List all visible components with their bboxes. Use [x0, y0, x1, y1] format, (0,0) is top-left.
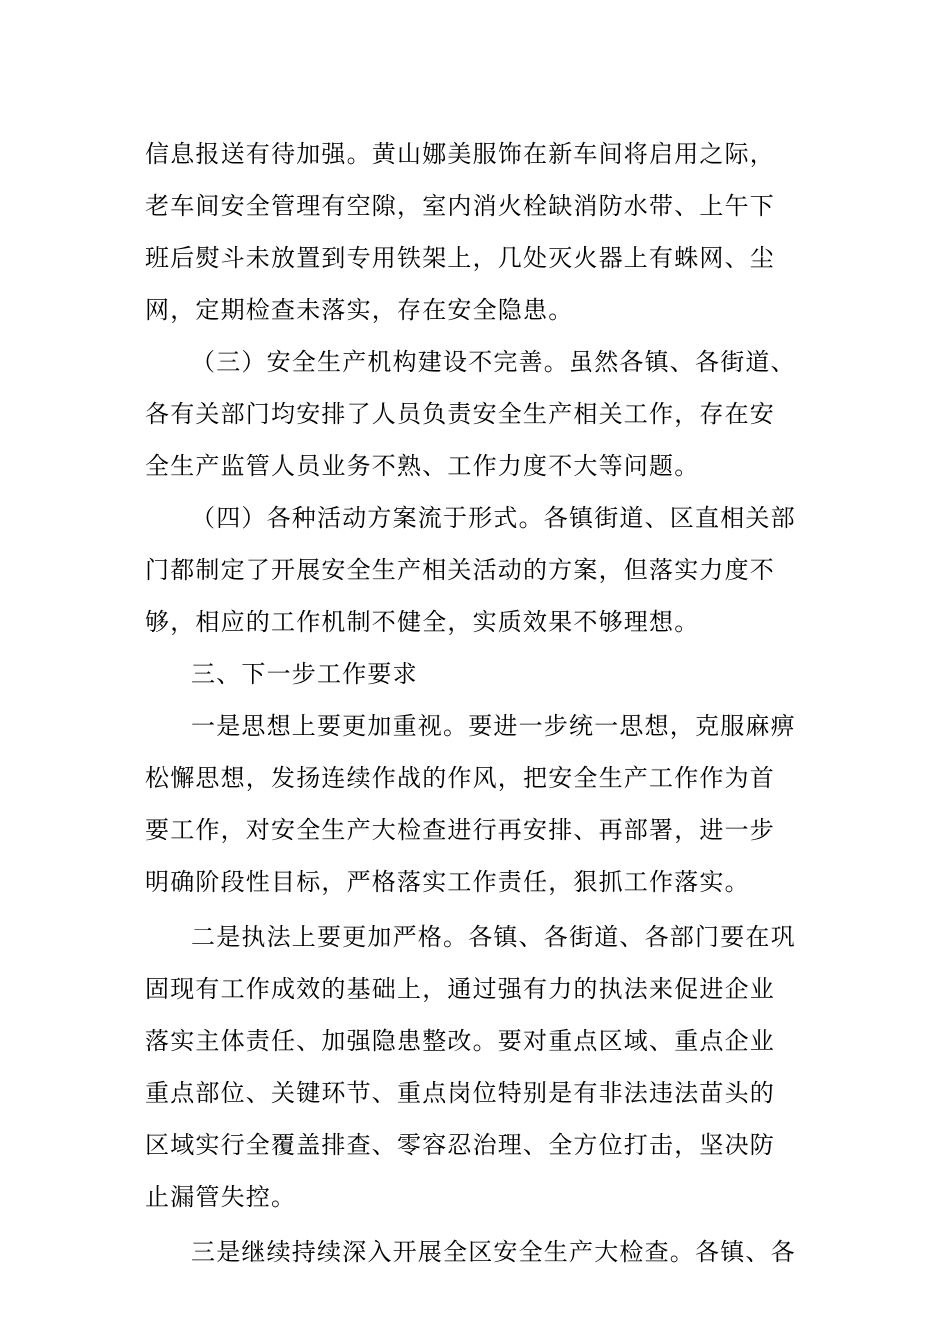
body-line: 够，相应的工作机制不健全，实质效果不够理想。	[145, 608, 700, 636]
document-body	[145, 128, 815, 1278]
body-line: 明确阶段性目标，严格落实工作责任，狠抓工作落实。	[145, 868, 750, 896]
paragraph-start-line: 二是执法上要更加严格。各镇、各街道、各部门要在巩	[191, 923, 796, 951]
body-line: 老车间安全管理有空隙，室内消火栓缺消防水带、上午下	[145, 192, 775, 220]
body-line: 区域实行全覆盖排查、零容忍治理、全方位打击，坚决防	[145, 1131, 775, 1159]
body-line: 各有关部门均安排了人员负责安全生产相关工作，存在安	[145, 400, 775, 428]
body-line: 松懈思想，发扬连续作战的作风，把安全生产工作作为首	[145, 764, 775, 792]
body-line: 落实主体责任、加强隐患整改。要对重点区域、重点企业	[145, 1027, 775, 1055]
paragraph-start-line: 三是继续持续深入开展全区安全生产大检查。各镇、各	[191, 1238, 796, 1266]
body-line: 门都制定了开展安全生产相关活动的方案，但落实力度不	[145, 556, 775, 584]
body-line: 固现有工作成效的基础上，通过强有力的执法来促进企业	[145, 975, 775, 1003]
body-line: 要工作，对安全生产大检查进行再安排、再部署，进一步	[145, 816, 775, 844]
body-line: 班后熨斗未放置到专用铁架上，几处灭火器上有蛛网、尘	[145, 244, 775, 272]
section-heading-line: （四）各种活动方案流于形式。各镇街道、区直相关部	[191, 504, 796, 532]
paragraph-start-line: 一是思想上要更加重视。要进一步统一思想，克服麻痹	[191, 712, 796, 740]
body-line: 网，定期检查未落实，存在安全隐患。	[145, 296, 574, 324]
body-line: 止漏管失控。	[145, 1183, 297, 1211]
chapter-heading: 三、下一步工作要求	[191, 660, 418, 688]
section-heading-line: （三）安全生产机构建设不完善。虽然各镇、各街道、	[191, 348, 796, 376]
body-line: 信息报送有待加强。黄山娜美服饰在新车间将启用之际，	[145, 140, 775, 168]
body-line: 重点部位、关键环节、重点岗位特别是有非法违法苗头的	[145, 1079, 775, 1107]
body-line: 全生产监管人员业务不熟、工作力度不大等问题。	[145, 452, 700, 480]
